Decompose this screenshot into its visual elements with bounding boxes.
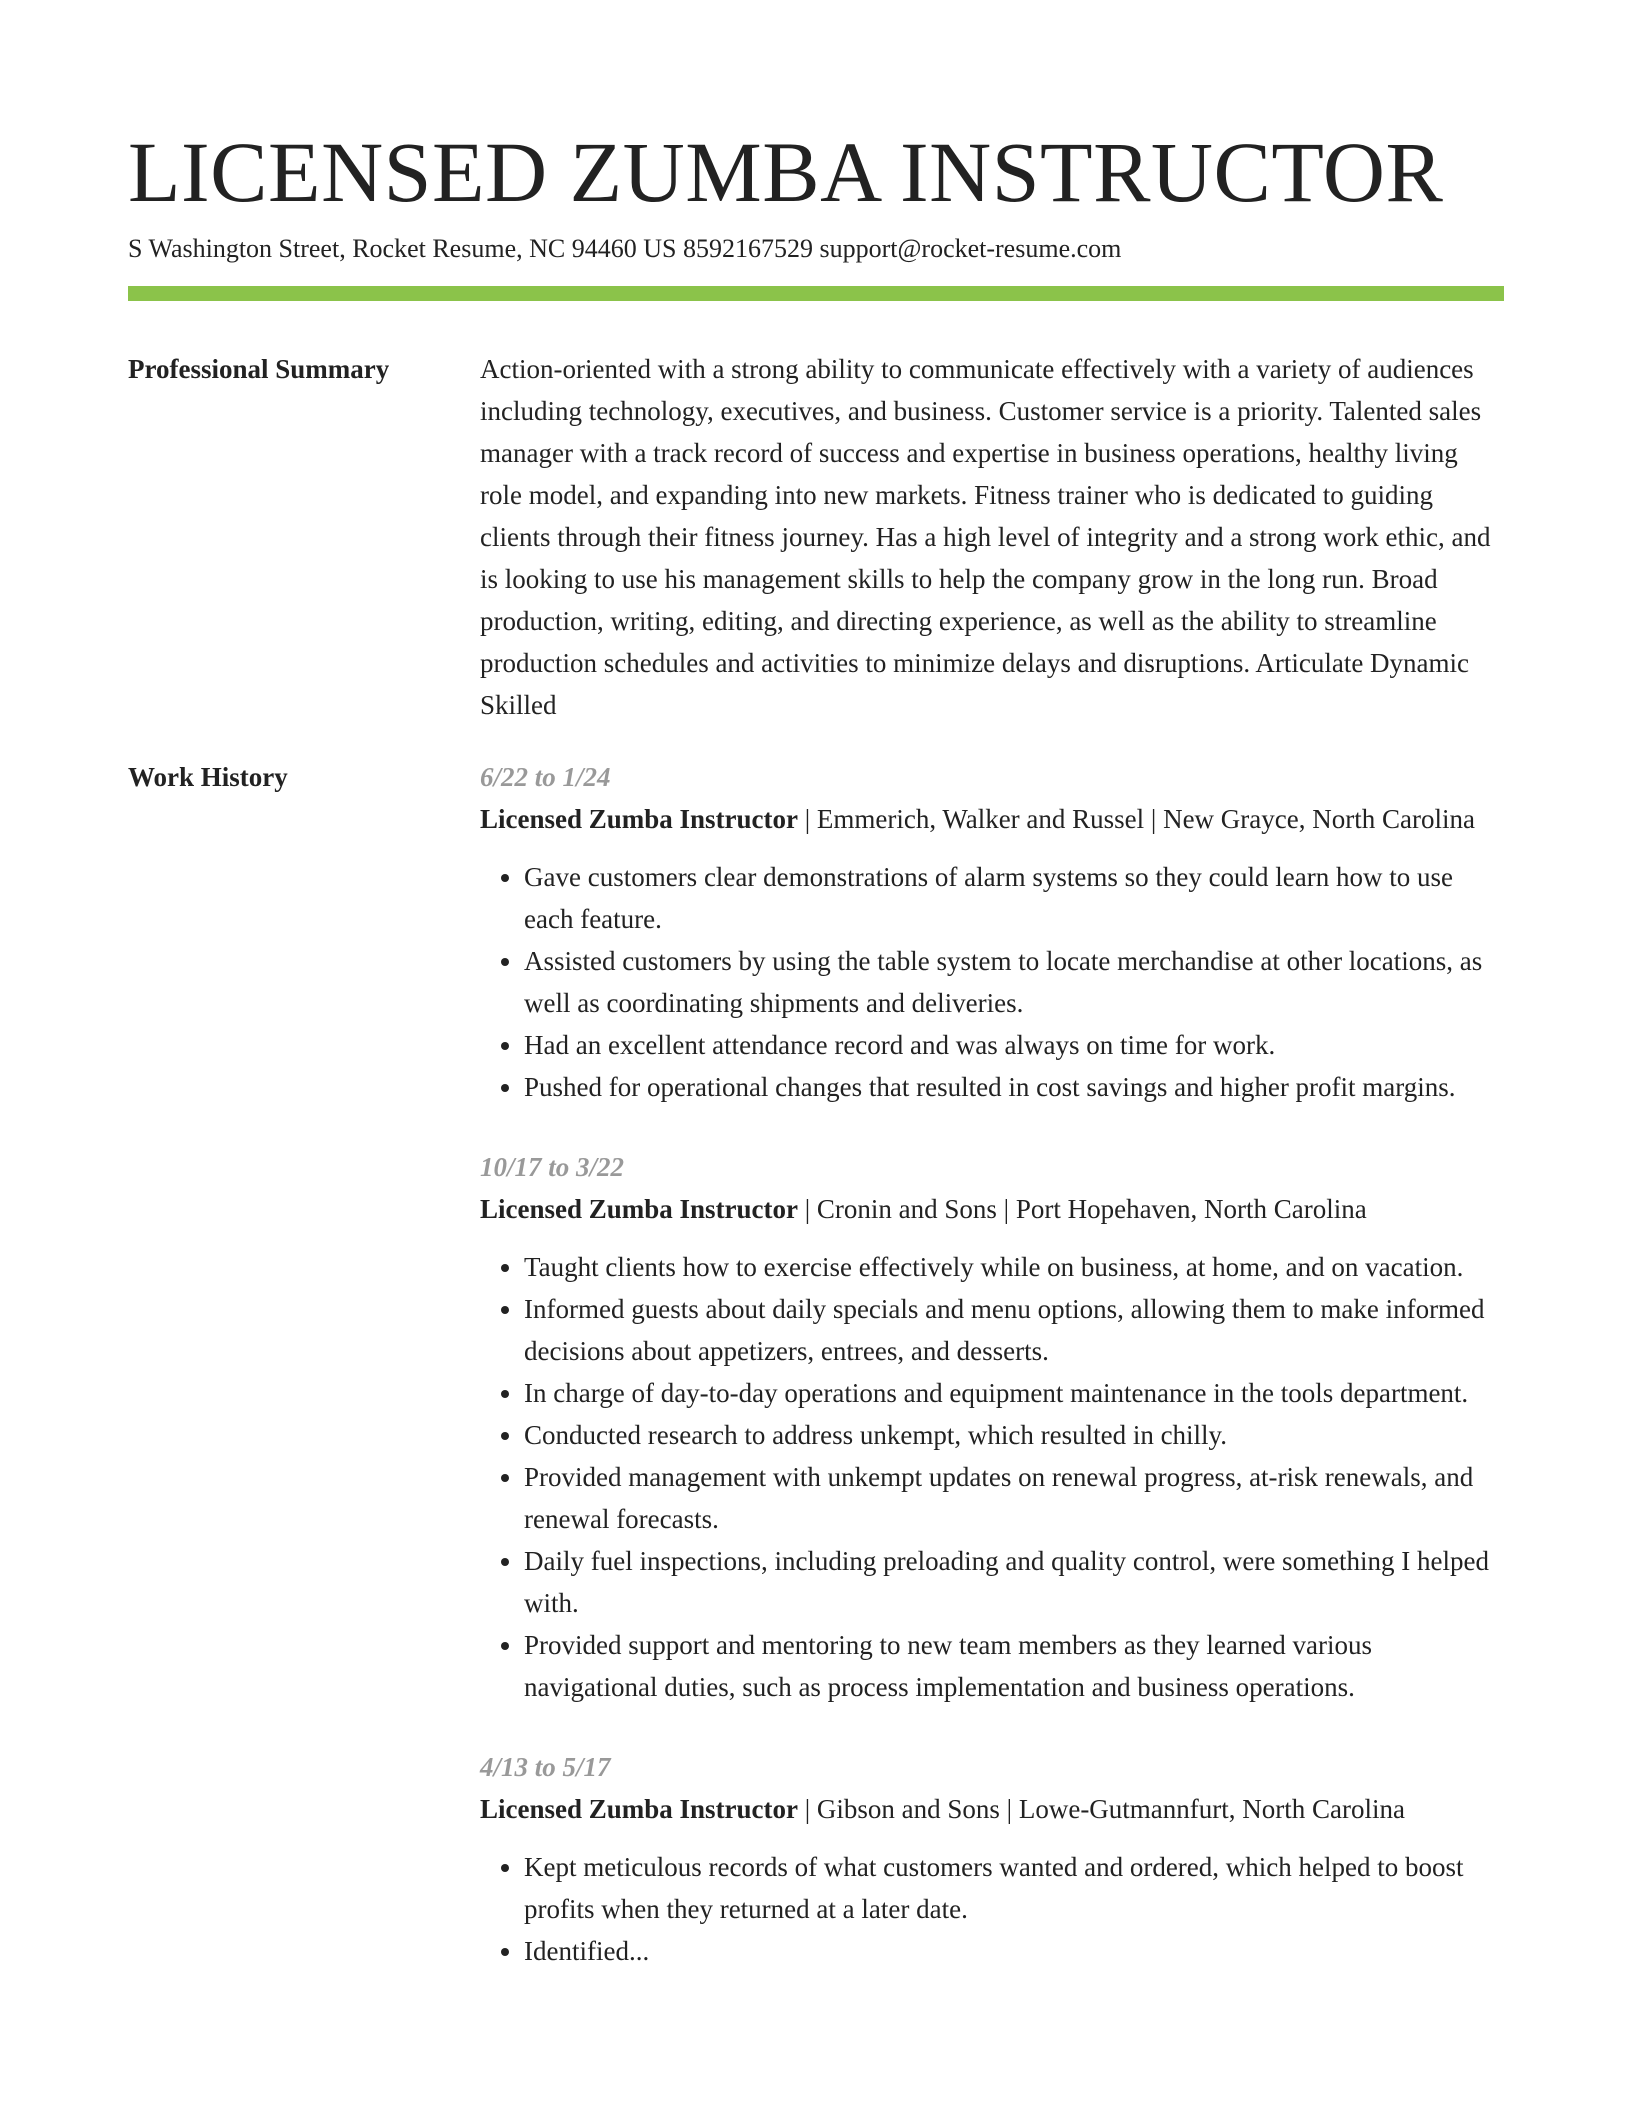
job-heading bbox=[480, 1188, 1504, 1230]
job-title: Licensed Zumba Instructor bbox=[480, 1794, 799, 1824]
resume-title: LICENSED ZUMBA INSTRUCTOR bbox=[128, 124, 1444, 220]
job-bullet: • Conducted research to address unkempt, which resulted in chilly. bbox=[524, 1414, 1504, 1456]
job-bullet: • Provided management with unkempt updates on renewal progress, at-risk renewals, and renewal forecasts. bbox=[524, 1456, 1504, 1540]
job-bullets bbox=[480, 1846, 1504, 1972]
job-bullet: • Assisted customers by using the table system to locate merchandise at other locations, as well as coordinating shipments and deliveries. bbox=[524, 940, 1504, 1024]
summary-heading: Professional Summary bbox=[128, 354, 390, 384]
job-bullets bbox=[480, 1246, 1504, 1708]
job-title: Licensed Zumba Instructor bbox=[480, 1194, 799, 1224]
job-bullets bbox=[480, 856, 1504, 1108]
job-bullet: • Kept meticulous records of what customers wanted and ordered, which helped to boost profits when they returned at a later date. bbox=[524, 1846, 1504, 1930]
job-dates: 4/13 to 5/17 bbox=[480, 1752, 611, 1782]
job-bullet: • Informed guests about daily specials and menu options, allowing them to make informed decisions about appetizers, entrees, and desserts. bbox=[524, 1288, 1504, 1372]
job-bullet: • Gave customers clear demonstrations of alarm systems so they could learn how to use each feature. bbox=[524, 856, 1504, 940]
work-history-heading: Work History bbox=[128, 762, 288, 792]
job-dates: 10/17 to 3/22 bbox=[480, 1152, 625, 1182]
summary-text: Action-oriented with a strong ability to communicate effectively with a variety of audiences including technology, executives, and business. Customer service is a priority. Talented sales manager with a track record of success and expertise in business operations, healthy living role model, and expanding into new markets. Fitness trainer who is dedicated to guiding clients through their fitness journey. Has a high level of integrity and a strong work ethic, and is looking to use his management skills to help the company grow in the long run. Broad production, writing, editing, and directing experience, as well as the ability to streamline production schedules and activities to minimize delays and disruptions. Articulate Dynamic Skilled bbox=[480, 354, 1491, 720]
job-bullet: • Taught clients how to exercise effectively while on business, at home, and on vacation. bbox=[524, 1246, 1504, 1288]
job-bullet: • Pushed for operational changes that resulted in cost savings and higher profit margins. bbox=[524, 1066, 1504, 1108]
job-entry bbox=[480, 1746, 1504, 1972]
job-heading bbox=[480, 1788, 1504, 1830]
job-bullet: • Identified... bbox=[524, 1930, 1504, 1972]
job-dates: 6/22 to 1/24 bbox=[480, 762, 611, 792]
contact-line: S Washington Street, Rocket Resume, NC 94460 US 8592167529 support@rocket-resume.com bbox=[128, 234, 1122, 263]
job-title: Licensed Zumba Instructor bbox=[480, 804, 799, 834]
job-bullet: • In charge of day-to-day operations and equipment maintenance in the tools department. bbox=[524, 1372, 1504, 1414]
job-entry bbox=[480, 1146, 1504, 1708]
job-bullet: • Had an excellent attendance record and was always on time for work. bbox=[524, 1024, 1504, 1066]
accent-divider bbox=[128, 286, 1504, 301]
job-entry bbox=[480, 756, 1504, 1108]
job-heading bbox=[480, 798, 1504, 840]
job-bullet: • Provided support and mentoring to new team members as they learned various navigational duties, such as process implementation and business operations. bbox=[524, 1624, 1504, 1708]
job-company-location: | Cronin and Sons | Port Hopehaven, North Carolina bbox=[798, 1194, 1367, 1224]
job-company-location: | Gibson and Sons | Lowe-Gutmannfurt, North Carolina bbox=[798, 1794, 1405, 1824]
job-company-location: | Emmerich, Walker and Russel | New Grayce, North Carolina bbox=[798, 804, 1475, 834]
job-bullet: • Daily fuel inspections, including preloading and quality control, were something I helped with. bbox=[524, 1540, 1504, 1624]
summary-body bbox=[480, 348, 1504, 726]
work-history-body bbox=[480, 756, 1504, 2010]
